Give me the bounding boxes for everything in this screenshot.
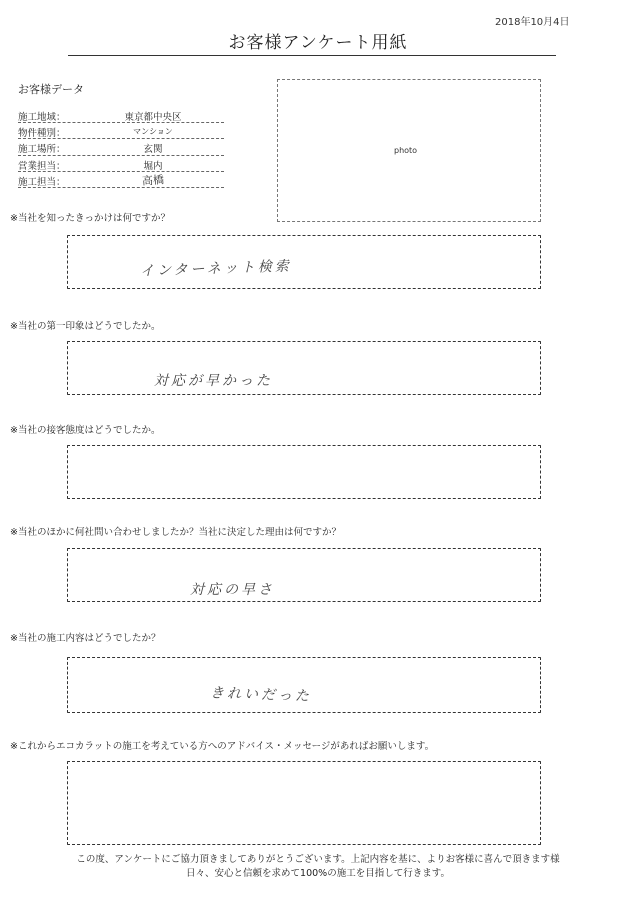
info-row-property-type <box>18 123 224 139</box>
footer-message <box>0 853 636 881</box>
info-value: 東京都中央区 <box>124 112 182 123</box>
footer-line-1: この度、アンケートにご協力頂きましてありがとうございます。上記内容を基に、よりお客様に喜んで頂きます様 <box>76 854 560 865</box>
photo-label: photo <box>394 146 418 155</box>
info-label: 施工地域： <box>18 112 66 123</box>
question-2: ※当社の第一印象はどうでしたか。 <box>10 321 161 332</box>
info-value: 堀内 <box>143 160 163 172</box>
answer-1-handwriting: インターネット検索 <box>139 258 293 280</box>
answer-box-4[interactable] <box>67 548 541 602</box>
question-1: ※当社を知ったきっかけは何ですか？ <box>10 213 170 224</box>
customer-data-heading: お客様データ <box>18 83 84 96</box>
answer-box-6[interactable] <box>67 761 541 845</box>
answer-box-2[interactable] <box>67 341 541 395</box>
answer-box-5[interactable] <box>67 657 541 713</box>
answer-4-handwriting: 対応の早さ <box>190 582 275 598</box>
info-row-area <box>18 107 224 123</box>
info-label: 営業担当： <box>18 160 66 172</box>
answer-box-3[interactable] <box>67 445 541 499</box>
question-6: ※これからエコカラットの施工を考えている方へのアドバイス・メッセージがあればお願いします。 <box>10 741 435 752</box>
question-5: ※当社の施工内容はどうでしたか？ <box>10 633 161 644</box>
answer-box-1[interactable] <box>67 235 541 289</box>
info-row-location <box>18 139 224 155</box>
info-label: 施工場所： <box>18 144 66 156</box>
question-4: ※当社のほかに何社問い合わせしましたか？当社に決定した理由は何ですか？ <box>10 527 341 538</box>
survey-date: 2018年10月4日 <box>495 17 570 28</box>
answer-2-handwriting: 対応が早かった <box>154 373 273 389</box>
answer-5-handwriting: きれいだった <box>209 685 313 705</box>
customer-info-table <box>18 107 224 188</box>
footer-line-2: 日々、安心と信頼を求めて100%の施工を目指して行きます。 <box>186 868 450 879</box>
page-title: お客様アンケート用紙 <box>228 33 408 53</box>
info-label: 施工担当： <box>18 176 66 188</box>
info-value: 玄関 <box>143 144 163 156</box>
info-label: 物件種別： <box>18 128 66 140</box>
title-underline <box>68 55 556 56</box>
info-value-handwritten: 高橋 <box>141 172 165 188</box>
info-row-installer <box>18 172 224 188</box>
question-3: ※当社の接客態度はどうでしたか。 <box>10 425 161 436</box>
info-value: マンション <box>133 127 173 137</box>
